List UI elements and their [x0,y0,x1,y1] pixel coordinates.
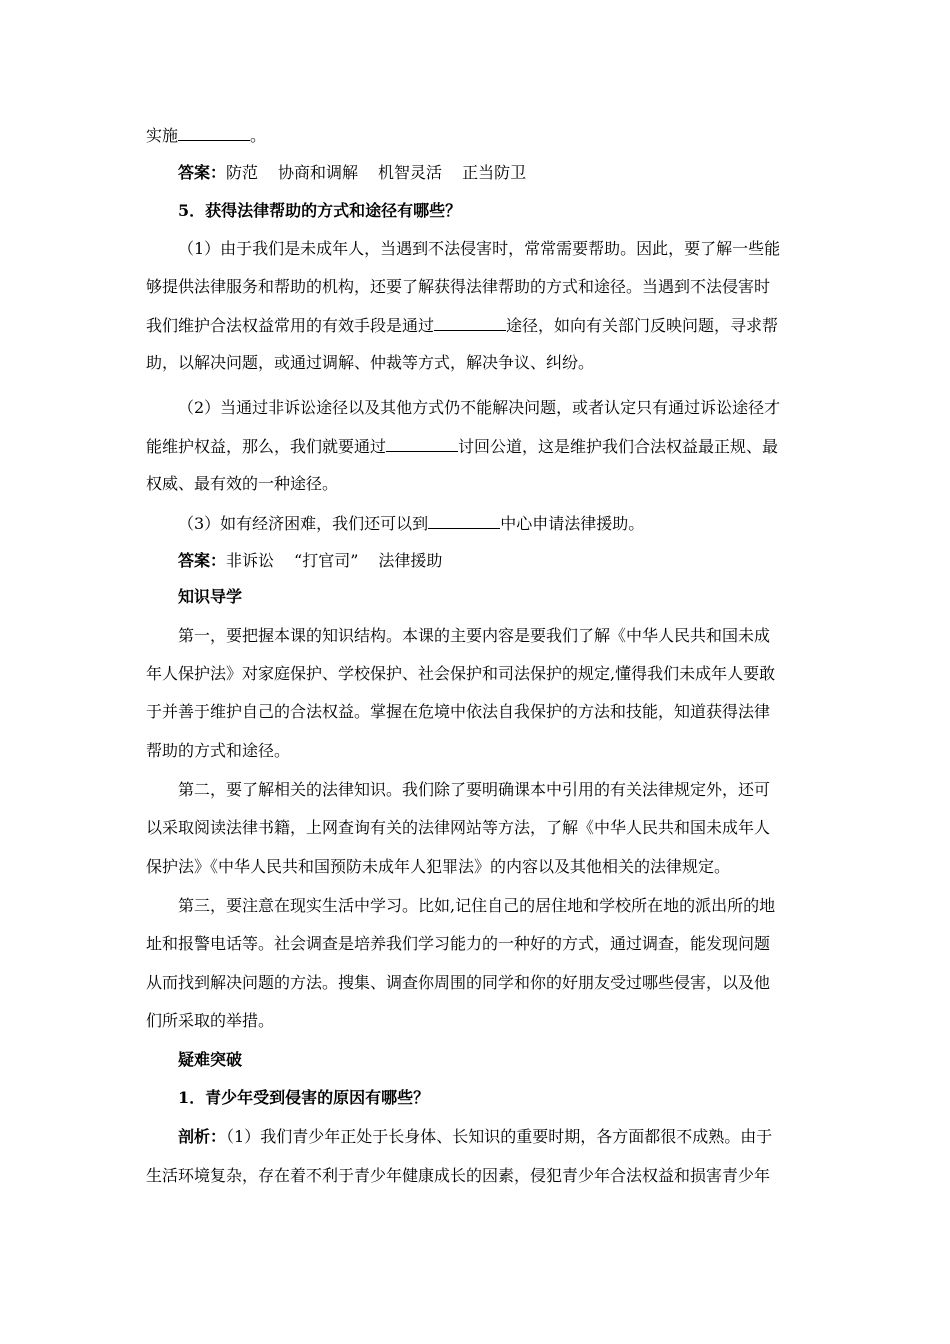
q5-p2-line2: 能维护权益，那么，我们就要通过 讨回公道，这是维护我们合法权益最正规、最 [146,437,779,456]
question-5-title: 5．获得法律帮助的方式和途径有哪些？ [178,201,462,220]
guide-p3-line4: 们所采取的举措。 [146,1011,275,1030]
answer-label: 答案： [178,551,227,570]
answer-blank [434,315,506,331]
q5-p3-line1: （3）如有经济困难，我们还可以到 中心申请法律援助。 [178,514,645,533]
guide-p3-line3: 从而找到解决问题的方法。搜集、调查你周围的同学和你的好朋友受过哪些侵害，以及他 [146,973,771,992]
analysis-label: 剖析： [178,1127,227,1146]
guide-p1-line1: 第一，要把握本课的知识结构。本课的主要内容是要我们了解《中华人民共和国未成 [178,626,771,645]
q5-p2-line1: （2）当通过非诉讼途径以及其他方式仍不能解决问题，或者认定只有通过诉讼途径才 [178,398,781,417]
answer-blank [386,436,458,452]
guide-p3-line2: 址和报警电话等。社会调查是培养我们学习能力的一种好的方式，通过调查，能发现问题 [146,934,771,953]
section-heading-guide: 知识导学 [178,587,243,606]
guide-p1-line4: 帮助的方式和途径。 [146,741,291,760]
answer-blank [428,513,500,529]
section-heading-difficulty: 疑难突破 [178,1050,243,1069]
guide-p2-line3: 保护法》《中华人民共和国预防未成年人犯罪法》的内容以及其他相关的法律规定。 [146,857,731,876]
guide-p1-line3: 于并善于维护自己的合法权益。掌握在危境中依法自我保护的方法和技能，知道获得法律 [146,702,771,721]
guide-p2-line2: 以采取阅读法律书籍，上网查询有关的法律网站等方法，了解《中华人民共和国未成年人 [146,818,771,837]
q5-p1-line3: 我们维护合法权益常用的有效手段是通过 途径，如向有关部门反映问题，寻求帮 [146,316,779,335]
guide-p2-line1: 第二，要了解相关的法律知识。我们除了要明确课本中引用的有关法律规定外，还可 [178,780,771,799]
q5-p1-line2: 够提供法律服务和帮助的机构，还要了解获得法律帮助的方式和途径。当遇到不法侵害时 [146,277,771,296]
difficulty-question-1: 1．青少年受到侵害的原因有哪些？ [178,1088,430,1107]
q5-p2-line3: 权威、最有效的一种途径。 [146,474,339,493]
guide-p1-line2: 年人保护法》对家庭保护、学校保护、社会保护和司法保护的规定,懂得我们未成年人要敢 [146,664,776,683]
analysis-line2: 生活环境复杂，存在着不利于青少年健康成长的因素，侵犯青少年合法权益和损害青少年 [146,1166,771,1185]
analysis-line1: 剖析：（1）我们青少年正处于长身体、长知识的重要时期，各方面都很不成熟。由于 [178,1127,773,1146]
answer-line-2: 答案：非诉讼 “打官司” 法律援助 [178,551,443,570]
q5-p1-line4: 助，以解决问题，或通过调解、仲裁等方式，解决争议、纠纷。 [146,353,595,372]
answer-blank [178,125,250,141]
q5-p1-line1: （1）由于我们是未成年人，当遇到不法侵害时，常常需要帮助。因此，要了解一些能 [178,239,781,258]
guide-p3-line1: 第三，要注意在现实生活中学习。比如,记住自己的居住地和学校所在地的派出所的地 [178,896,776,915]
answer-line-1: 答案：防范 协商和调解 机智灵活 正当防卫 [178,163,527,182]
answer-label: 答案： [178,163,227,182]
fill-line-1: 实施 。 [146,126,267,145]
